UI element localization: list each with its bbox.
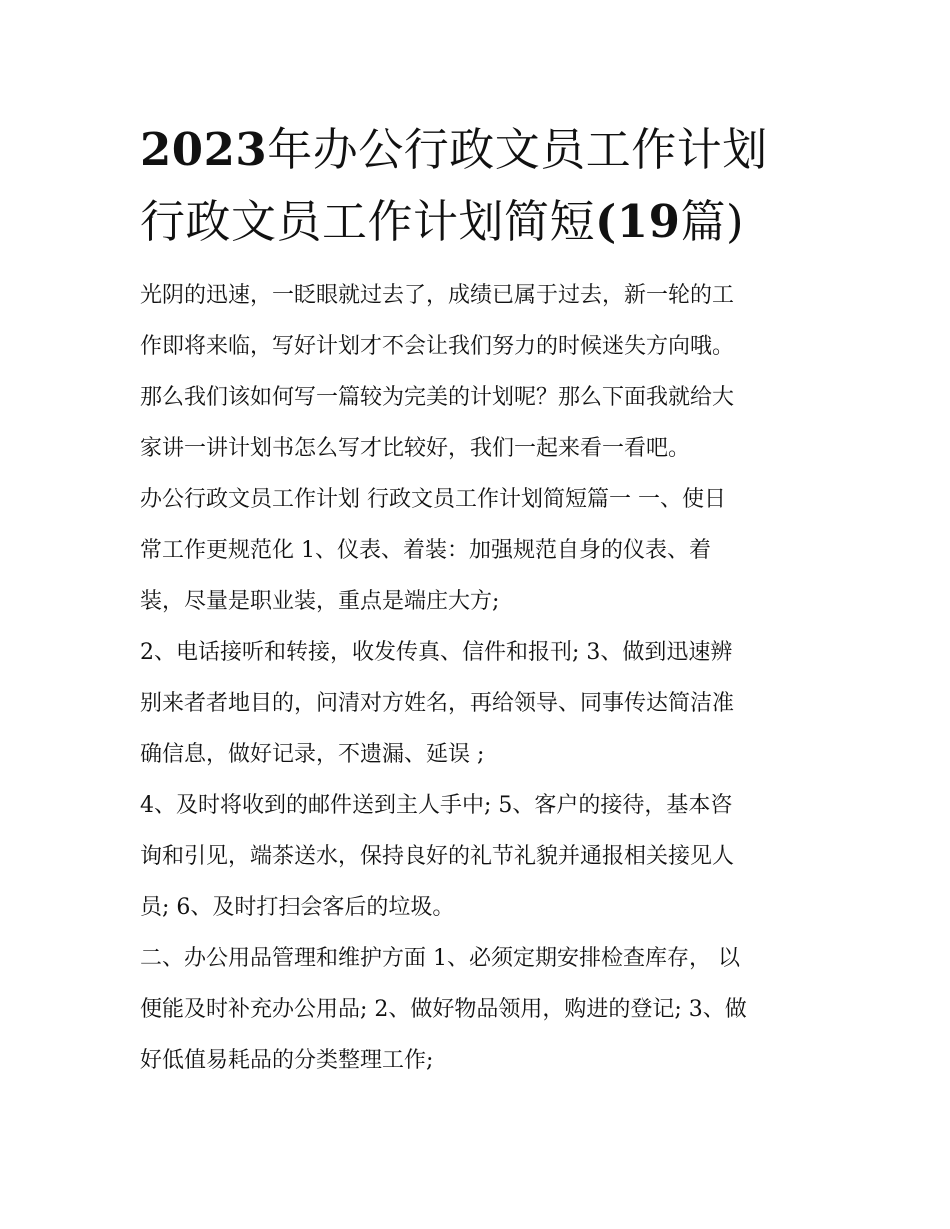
paragraph-line: 2、电话接听和转接，收发传真、信件和报刊; 3、做到迅速辨: [140, 640, 733, 665]
paragraph-line: 家讲一讲计划书怎么写才比较好，我们一起来看一看吧。: [140, 436, 691, 461]
title-year: 2023: [140, 123, 268, 176]
paragraph-line: 确信息，做好记录，不遗漏、延误 ;: [140, 742, 485, 767]
document-page: [140, 118, 812, 1086]
paragraph-line: 作即将来临，写好计划才不会让我们努力的时候迷失方向哦。: [140, 334, 735, 359]
title-line-2-tail: 篇): [680, 195, 744, 248]
paragraph-line: 好低值易耗品的分类整理工作;: [140, 1048, 434, 1073]
paragraph-item-4-6: [140, 780, 812, 933]
paragraph-line: 那么我们该如何写一篇较为完美的计划呢？那么下面我就给大: [140, 385, 735, 410]
title-line-1-text: 年办公行政文员工作计划: [267, 123, 768, 176]
paragraph-line: 二、办公用品管理和维护方面 1、必须定期安排检查库存， 以: [140, 946, 740, 971]
paragraph-line: 光阴的迅速，一眨眼就过去了，成绩已属于过去，新一轮的工: [140, 283, 735, 308]
paragraph-line: 4、及时将收到的邮件送到主人手中; 5、客户的接待，基本咨: [140, 793, 733, 818]
paragraph-line: 装，尽量是职业装，重点是端庄大方;: [140, 589, 500, 614]
paragraph-line: 员; 6、及时打扫会客后的垃圾。: [140, 895, 455, 920]
paragraph-line: 办公行政文员工作计划 行政文员工作计划简短篇一 一、使日: [140, 487, 726, 512]
paragraph-line: 便能及时补充办公用品; 2、做好物品领用，购进的登记; 3、做: [140, 997, 747, 1022]
title-line-2-text: 行政文员工作计划简短: [140, 195, 596, 248]
paragraph-section-2: [140, 933, 812, 1086]
title-count: (19: [595, 195, 681, 248]
paragraph-line: 别来者者地目的，问清对方姓名，再给领导、同事传达简洁准: [140, 691, 735, 716]
paragraph-intro: [140, 270, 812, 474]
document-title: [140, 118, 812, 254]
document-body: [140, 270, 812, 1086]
paragraph-line: 询和引见，端茶送水，保持良好的礼节礼貌并通报相关接见人: [140, 844, 735, 869]
paragraph-section-1: [140, 474, 812, 627]
paragraph-line: 常工作更规范化 1、仪表、着装：加强规范自身的仪表、着: [140, 538, 711, 563]
title-line-1: [140, 118, 812, 182]
paragraph-item-2-3: [140, 627, 812, 780]
title-line-2: [140, 190, 812, 254]
